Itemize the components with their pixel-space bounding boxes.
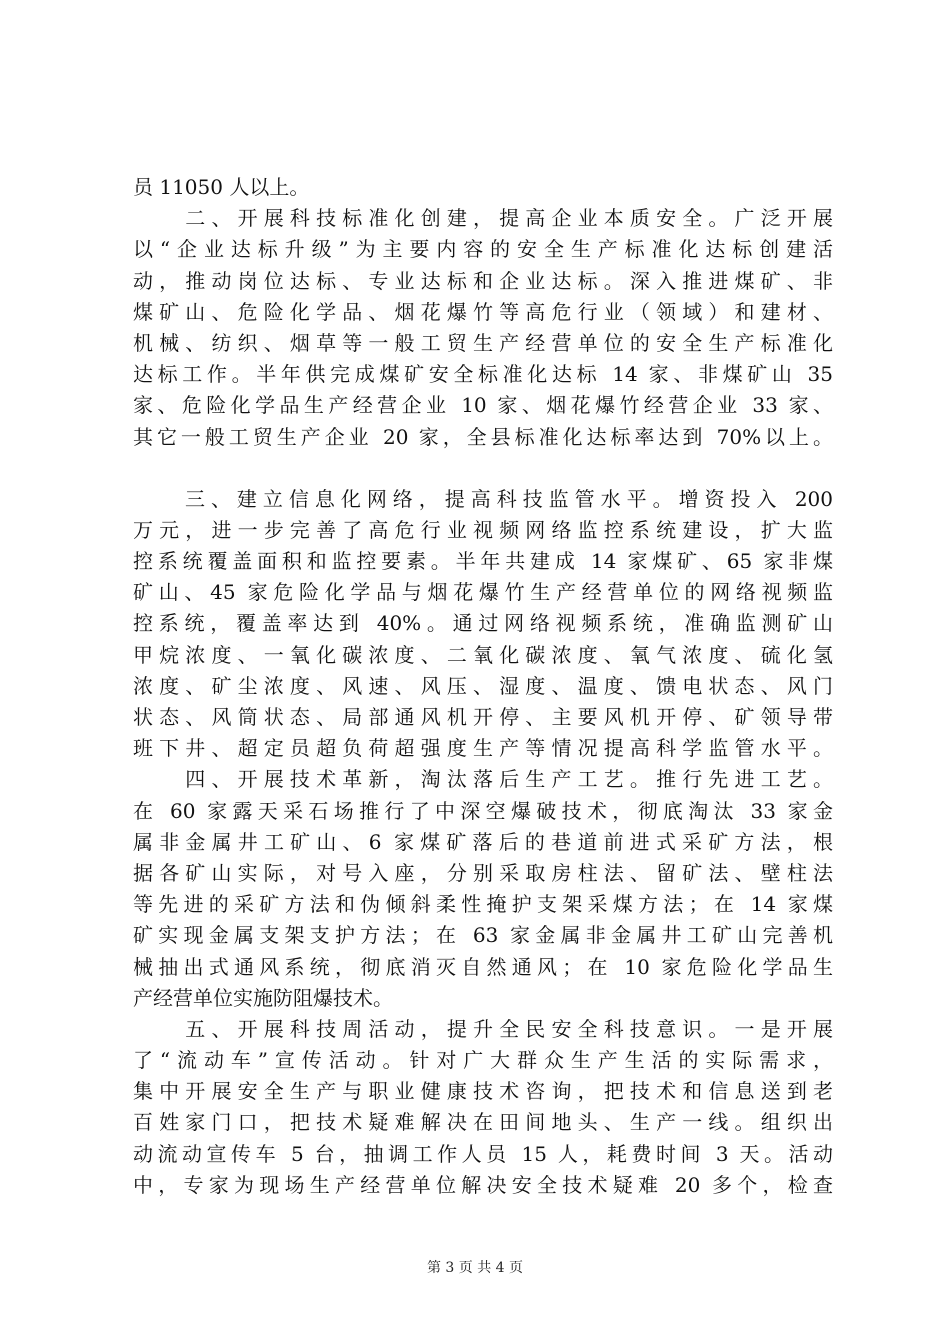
text-line: 甲烷浓度、一氧化碳浓度、二氧化碳浓度、氧气浓度、硫化氢: [133, 642, 833, 667]
text-line: 百姓家门口，把技术疑难解决在田间地头、生产一线。组织出: [133, 1110, 833, 1135]
text-line: 四、开展技术革新，淘汰落后生产工艺。推行先进工艺。: [133, 767, 833, 792]
text-line: 据各矿山实际，对号入座，分别采取房柱法、留矿法、壁柱法: [133, 860, 833, 885]
text-line: 动，推动岗位达标、专业达标和企业达标。深入推进煤矿、非: [133, 268, 833, 293]
text-line: 控系统，覆盖率达到 40%。通过网络视频系统，准确监测矿山: [133, 611, 833, 636]
text-line: 产经营单位实施防阻爆技术。: [133, 985, 393, 1010]
text-line: 矿山、45 家危险化学品与烟花爆竹生产经营单位的网络视频监: [133, 580, 833, 605]
text-line: 其它一般工贸生产企业 20 家，全县标准化达标率达到 70%以上。: [133, 424, 833, 449]
text-line: 员 11050 人以上。: [133, 175, 310, 199]
text-line: 以“企业达标升级”为主要内容的安全生产标准化达标创建活: [133, 237, 833, 262]
text-line: 万元，进一步完善了高危行业视频网络监控系统建设，扩大监: [133, 517, 833, 542]
text-line: 五、开展科技周活动，提升全民安全科技意识。一是开展: [133, 1016, 833, 1041]
text-line: 班下井、超定员超负荷超强度生产等情况提高科学监管水平。: [133, 736, 833, 761]
text-line: 二、开展科技标准化创建，提高企业本质安全。广泛开展: [133, 206, 833, 231]
text-line: 矿实现金属支架支护方法；在 63 家金属非金属井工矿山完善机: [133, 923, 833, 948]
text-line: 等先进的采矿方法和伪倾斜柔性掩护支架采煤方法；在 14 家煤: [133, 892, 833, 917]
text-line: 中，专家为现场生产经营单位解决安全技术疑难 20 多个，检查: [133, 1172, 833, 1197]
text-line: 了“流动车”宣传活动。针对广大群众生产生活的实际需求，: [133, 1048, 833, 1073]
text-line: 机械、纺织、烟草等一般工贸生产经营单位的安全生产标准化: [133, 330, 833, 355]
text-line: 达标工作。半年供完成煤矿安全标准化达标 14 家、非煤矿山 35: [133, 362, 833, 387]
text-line: 控系统覆盖面积和监控要素。半年共建成 14 家煤矿、65 家非煤: [133, 549, 833, 574]
page-number: 第 3 页 共 4 页: [426, 1260, 524, 1276]
text-line: 三、建立信息化网络，提高科技监管水平。增资投入 200: [133, 486, 833, 511]
text-line: 动流动宣传车 5 台，抽调工作人员 15 人，耗费时间 3 天。活动: [133, 1141, 833, 1166]
text-line: 在 60 家露天采石场推行了中深空爆破技术，彻底淘汰 33 家金: [133, 798, 833, 823]
text-line: 家、危险化学品生产经营企业 10 家、烟花爆竹经营企业 33 家、: [133, 393, 833, 418]
body-text: [133, 172, 833, 1201]
text-line: 浓度、矿尘浓度、风速、风压、湿度、温度、馈电状态、风门: [133, 673, 833, 698]
text-line: 集中开展安全生产与职业健康技术咨询，把技术和信息送到老: [133, 1079, 833, 1104]
text-line: 状态、风筒状态、局部通风机开停、主要风机开停、矿领导带: [133, 705, 833, 729]
paragraph-gap: [133, 453, 833, 484]
text-line: 械抽出式通风系统，彻底消灭自然通风；在 10 家危险化学品生: [133, 954, 833, 979]
text-line: 煤矿山、危险化学品、烟花爆竹等高危行业（领域）和建材、: [133, 299, 833, 324]
text-line: 属非金属井工矿山、6 家煤矿落后的巷道前进式采矿方法，根: [133, 829, 833, 854]
